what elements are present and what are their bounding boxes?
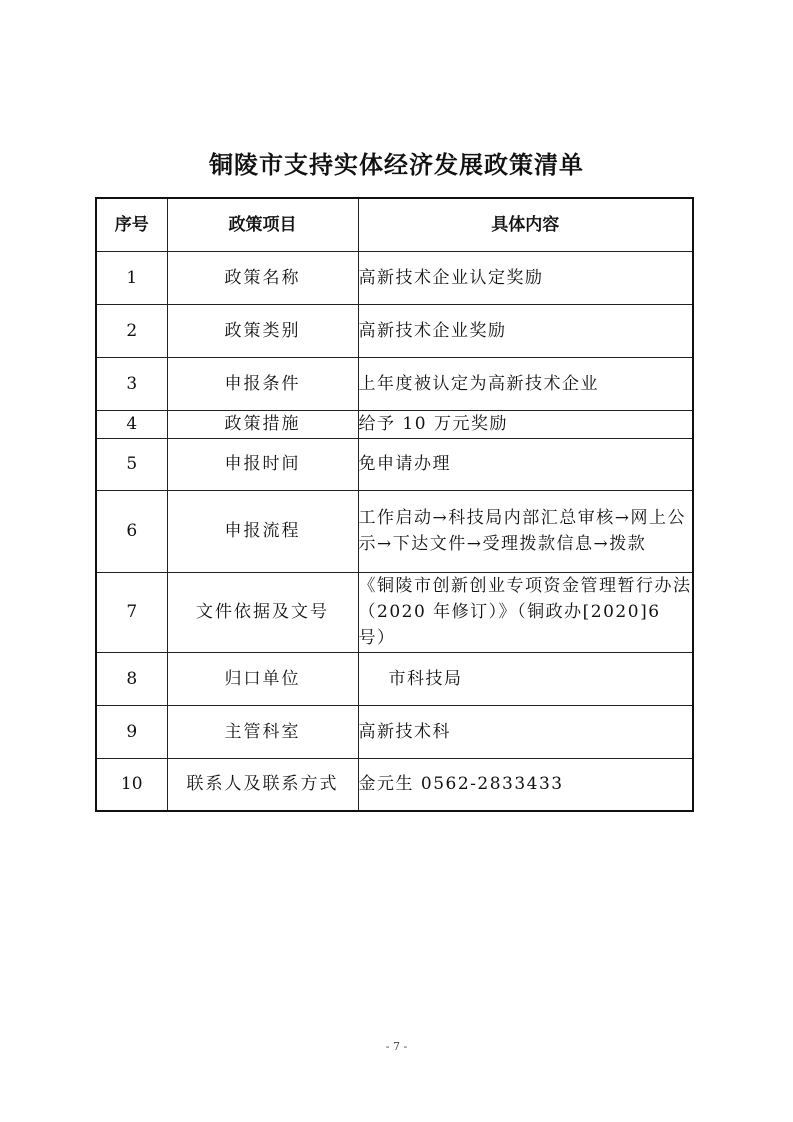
row-no: 5 <box>96 438 167 490</box>
row-item: 申报条件 <box>167 357 358 410</box>
row-content: 《铜陵市创新创业专项资金管理暂行办法（2020 年修订）》（铜政办[2020]6 号） <box>358 572 693 652</box>
row-content: 市科技局 <box>358 652 693 705</box>
table-row <box>96 251 693 304</box>
row-item: 主管科室 <box>167 705 358 758</box>
policy-table <box>95 197 694 812</box>
row-item: 政策措施 <box>167 410 358 438</box>
row-content: 工作启动→科技局内部汇总审核→网上公示→下达文件→受理拨款信息→拨款 <box>358 490 693 572</box>
table-row <box>96 304 693 357</box>
row-no: 10 <box>96 758 167 811</box>
row-content: 高新技术科 <box>358 705 693 758</box>
table-row <box>96 652 693 705</box>
header-no: 序号 <box>96 198 167 251</box>
page-number: - 7 - <box>385 1040 408 1053</box>
row-content: 免申请办理 <box>358 438 693 490</box>
row-no: 6 <box>96 490 167 572</box>
table-row <box>96 410 693 438</box>
table-row <box>96 490 693 572</box>
row-content: 给予 10 万元奖励 <box>358 410 693 438</box>
table-row <box>96 572 693 652</box>
header-content: 具体内容 <box>358 198 693 251</box>
row-item: 归口单位 <box>167 652 358 705</box>
page-title: 铜陵市支持实体经济发展政策清单 <box>209 151 584 179</box>
table-row <box>96 758 693 811</box>
table-row <box>96 705 693 758</box>
row-no: 1 <box>96 251 167 304</box>
row-content: 金元生 0562-2833433 <box>358 758 693 811</box>
row-item: 申报时间 <box>167 438 358 490</box>
row-item: 文件依据及文号 <box>167 572 358 652</box>
row-content: 高新技术企业认定奖励 <box>358 251 693 304</box>
header-item: 政策项目 <box>167 198 358 251</box>
row-content: 高新技术企业奖励 <box>358 304 693 357</box>
row-item: 申报流程 <box>167 490 358 572</box>
row-content: 上年度被认定为高新技术企业 <box>358 357 693 410</box>
row-item: 联系人及联系方式 <box>167 758 358 811</box>
row-item: 政策名称 <box>167 251 358 304</box>
row-no: 4 <box>96 410 167 438</box>
table-row <box>96 357 693 410</box>
row-no: 7 <box>96 572 167 652</box>
table-header-row <box>96 198 693 251</box>
row-no: 3 <box>96 357 167 410</box>
row-item: 政策类别 <box>167 304 358 357</box>
table-row <box>96 438 693 490</box>
row-no: 2 <box>96 304 167 357</box>
row-no: 9 <box>96 705 167 758</box>
row-no: 8 <box>96 652 167 705</box>
